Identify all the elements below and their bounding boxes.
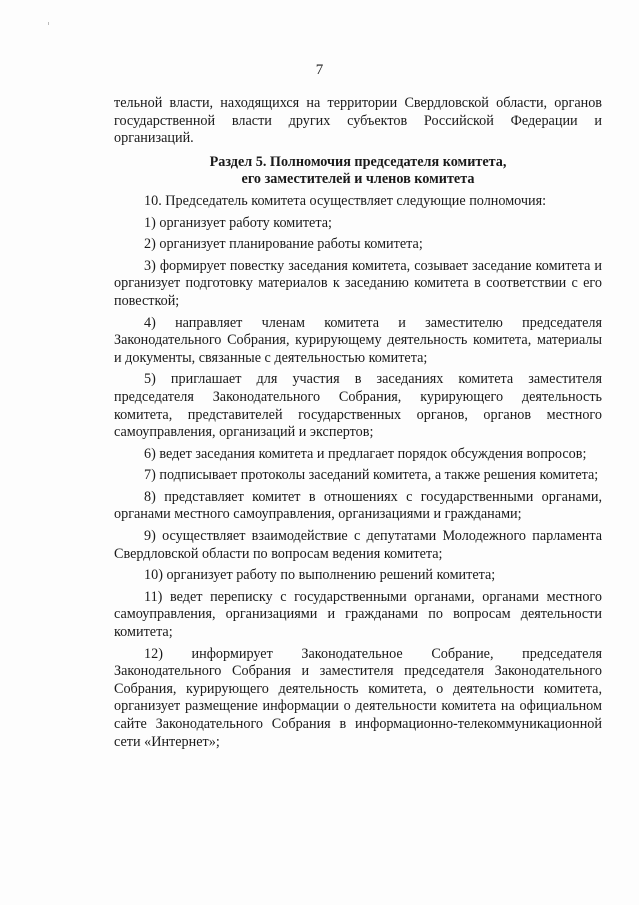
- item-8: 8) представляет комитет в отношениях с государственными органами, органами местного самоуправления, организациями и гражданами;: [114, 488, 602, 523]
- item-12: 12) информирует Законодательное Собрание, председателя Законодательного Собрания и заместителя председателя Законодательного Собрания, курирующего деятельность комитета, о деятельности комитета, организует размещение информации о деятельности комитета на официальном сайте Законодательного Собрания в информационно-телекоммуникационной сети «Интернет»;: [114, 645, 602, 750]
- item-11: 11) ведет переписку с государственными органами, органами местного самоуправления, организациями и гражданами по вопросам деятельности комитета;: [114, 588, 602, 641]
- item-5: 5) приглашает для участия в заседаниях комитета заместителя председателя Законодательного Собрания, курирующего деятельность комитета, представителей государственных органов, органов местного самоуправления, организаций и экспертов;: [114, 371, 602, 441]
- item-3: 3) формирует повестку заседания комитета, созывает заседание комитета и организует подготовку материалов к заседанию комитета в соответствии с его повесткой;: [114, 257, 602, 309]
- section-title-line-1: Раздел 5. Полномочия председателя комитета,: [209, 153, 507, 170]
- item-1: 1) организует работу комитета;: [144, 214, 332, 231]
- item-9: 9) осуществляет взаимодействие с депутатами Молодежного парламента Свердловской области по вопросам ведения комитета;: [114, 528, 602, 562]
- paragraph-10: 10. Председатель комитета осуществляет следующие полномочия:: [144, 192, 547, 209]
- item-2: 2) организует планирование работы комитета;: [144, 236, 423, 253]
- scan-mark: [48, 22, 49, 25]
- item-7: 7) подписывает протоколы заседаний комитета, а также решения комитета;: [144, 467, 599, 484]
- page-number: 7: [315, 62, 324, 78]
- section-title-line-2: его заместителей и членов комитета: [241, 171, 475, 188]
- section-title: [114, 154, 602, 189]
- document-body: [114, 95, 602, 755]
- item-10: 10) организует работу по выполнению решений комитета;: [144, 567, 496, 584]
- intro-paragraph: тельной власти, находящихся на территории Свердловской области, органов государственной власти других субъектов Российской Федерации и организаций.: [114, 95, 602, 147]
- item-4: 4) направляет членам комитета и заместителю председателя Законодательного Собрания, курирующему деятельность комитета, материалы и документы, связанные с деятельностью комитета;: [114, 314, 602, 366]
- item-6: 6) ведет заседания комитета и предлагает порядок обсуждения вопросов;: [144, 445, 587, 462]
